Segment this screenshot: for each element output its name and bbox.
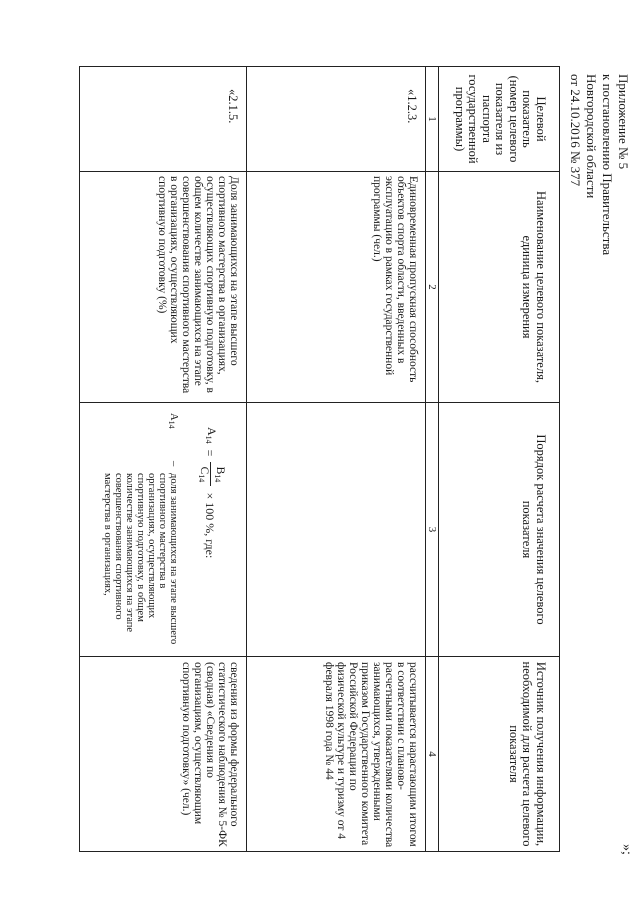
indicators-table bbox=[79, 66, 560, 852]
column-number: 4 bbox=[426, 657, 439, 852]
definition-symbol: $А_{14}$ bbox=[167, 413, 179, 429]
appendix-region-line: Новгородской области bbox=[584, 74, 599, 199]
column-number: 2 bbox=[426, 172, 439, 403]
info-source: сведения из формы федерального статистического наблюдения № 5-ФК (сводная) «Сведения по организациям, осуществляющим спортивную подготовку» (чел.) bbox=[80, 657, 247, 852]
formula-equals: = bbox=[203, 449, 218, 457]
appendix-title: Приложение № 5 bbox=[616, 74, 631, 170]
header-indicator-code: Целевой показатель (номер целевого показателя из паспорта государственной программы) bbox=[439, 67, 560, 172]
definition-dash: – bbox=[168, 461, 179, 467]
calc-formula bbox=[195, 407, 226, 652]
appendix-date-line: от 24.10.2016 № 377 bbox=[568, 74, 583, 187]
table-row bbox=[80, 67, 247, 852]
indicator-code: «2.1.5. bbox=[80, 67, 247, 172]
appendix-header bbox=[567, 74, 631, 374]
formula-definition bbox=[102, 407, 179, 652]
fraction-bar bbox=[210, 462, 211, 486]
table-number-row bbox=[426, 67, 439, 852]
calc-method bbox=[247, 403, 426, 657]
formula-fraction bbox=[195, 462, 226, 486]
header-info-source: Источник получения информации, необходимой для расчета целевого показателя bbox=[439, 657, 560, 852]
formula-numerator: $В_{14}$ bbox=[213, 466, 226, 483]
info-source: рассчитывается нарастающим итогом в соответствии с планово-расчетными показателями количества занимающихся, утвержденными приказом Государственного комитета Российской Федерации по физической культуре и туризму от 4 февраля 1998 года № 44 bbox=[247, 657, 426, 852]
formula-tail: × 100 %, где: bbox=[203, 492, 218, 559]
column-number: 1 bbox=[426, 67, 439, 172]
formula-denominator: $С_{14}$ bbox=[197, 466, 210, 483]
column-number: 3 bbox=[426, 403, 439, 657]
header-indicator-name: Наименование целевого показателя, единица измерения bbox=[439, 172, 560, 403]
calc-method bbox=[80, 403, 247, 657]
table-header-row bbox=[439, 67, 560, 852]
appendix-ref-line: к постановлению Правительства bbox=[600, 74, 615, 256]
indicator-name: Доля занимающихся на этапе высшего спортивного мастерства в организациях, осуществляющих спортивную подготовку, в общем количестве занимающихся на этапе совершенствования спортивного мастерства в организациях, осуществляющих спортивную подготовку (%) bbox=[80, 172, 247, 403]
definition-text: доля занимающихся на этапе высшего спортивного мастерства в организациях, осуществляющих спортивную подготовку, в общем количестве занимающихся на этапе совершенствования спортивного мастерства в организациях, bbox=[102, 473, 179, 645]
indicator-code: «1.2.3. bbox=[247, 67, 426, 172]
closing-quote-mark: »; bbox=[619, 844, 634, 855]
formula-lhs: $А_{14}$ bbox=[204, 427, 220, 444]
indicator-name: Единовременная пропускная способность объектов спорта области, введенных в эксплуатацию в рамках государственной программы (чел.) bbox=[247, 172, 426, 403]
table-row bbox=[247, 67, 426, 852]
header-calc-method: Порядок расчета значения целевого показателя bbox=[439, 403, 560, 657]
